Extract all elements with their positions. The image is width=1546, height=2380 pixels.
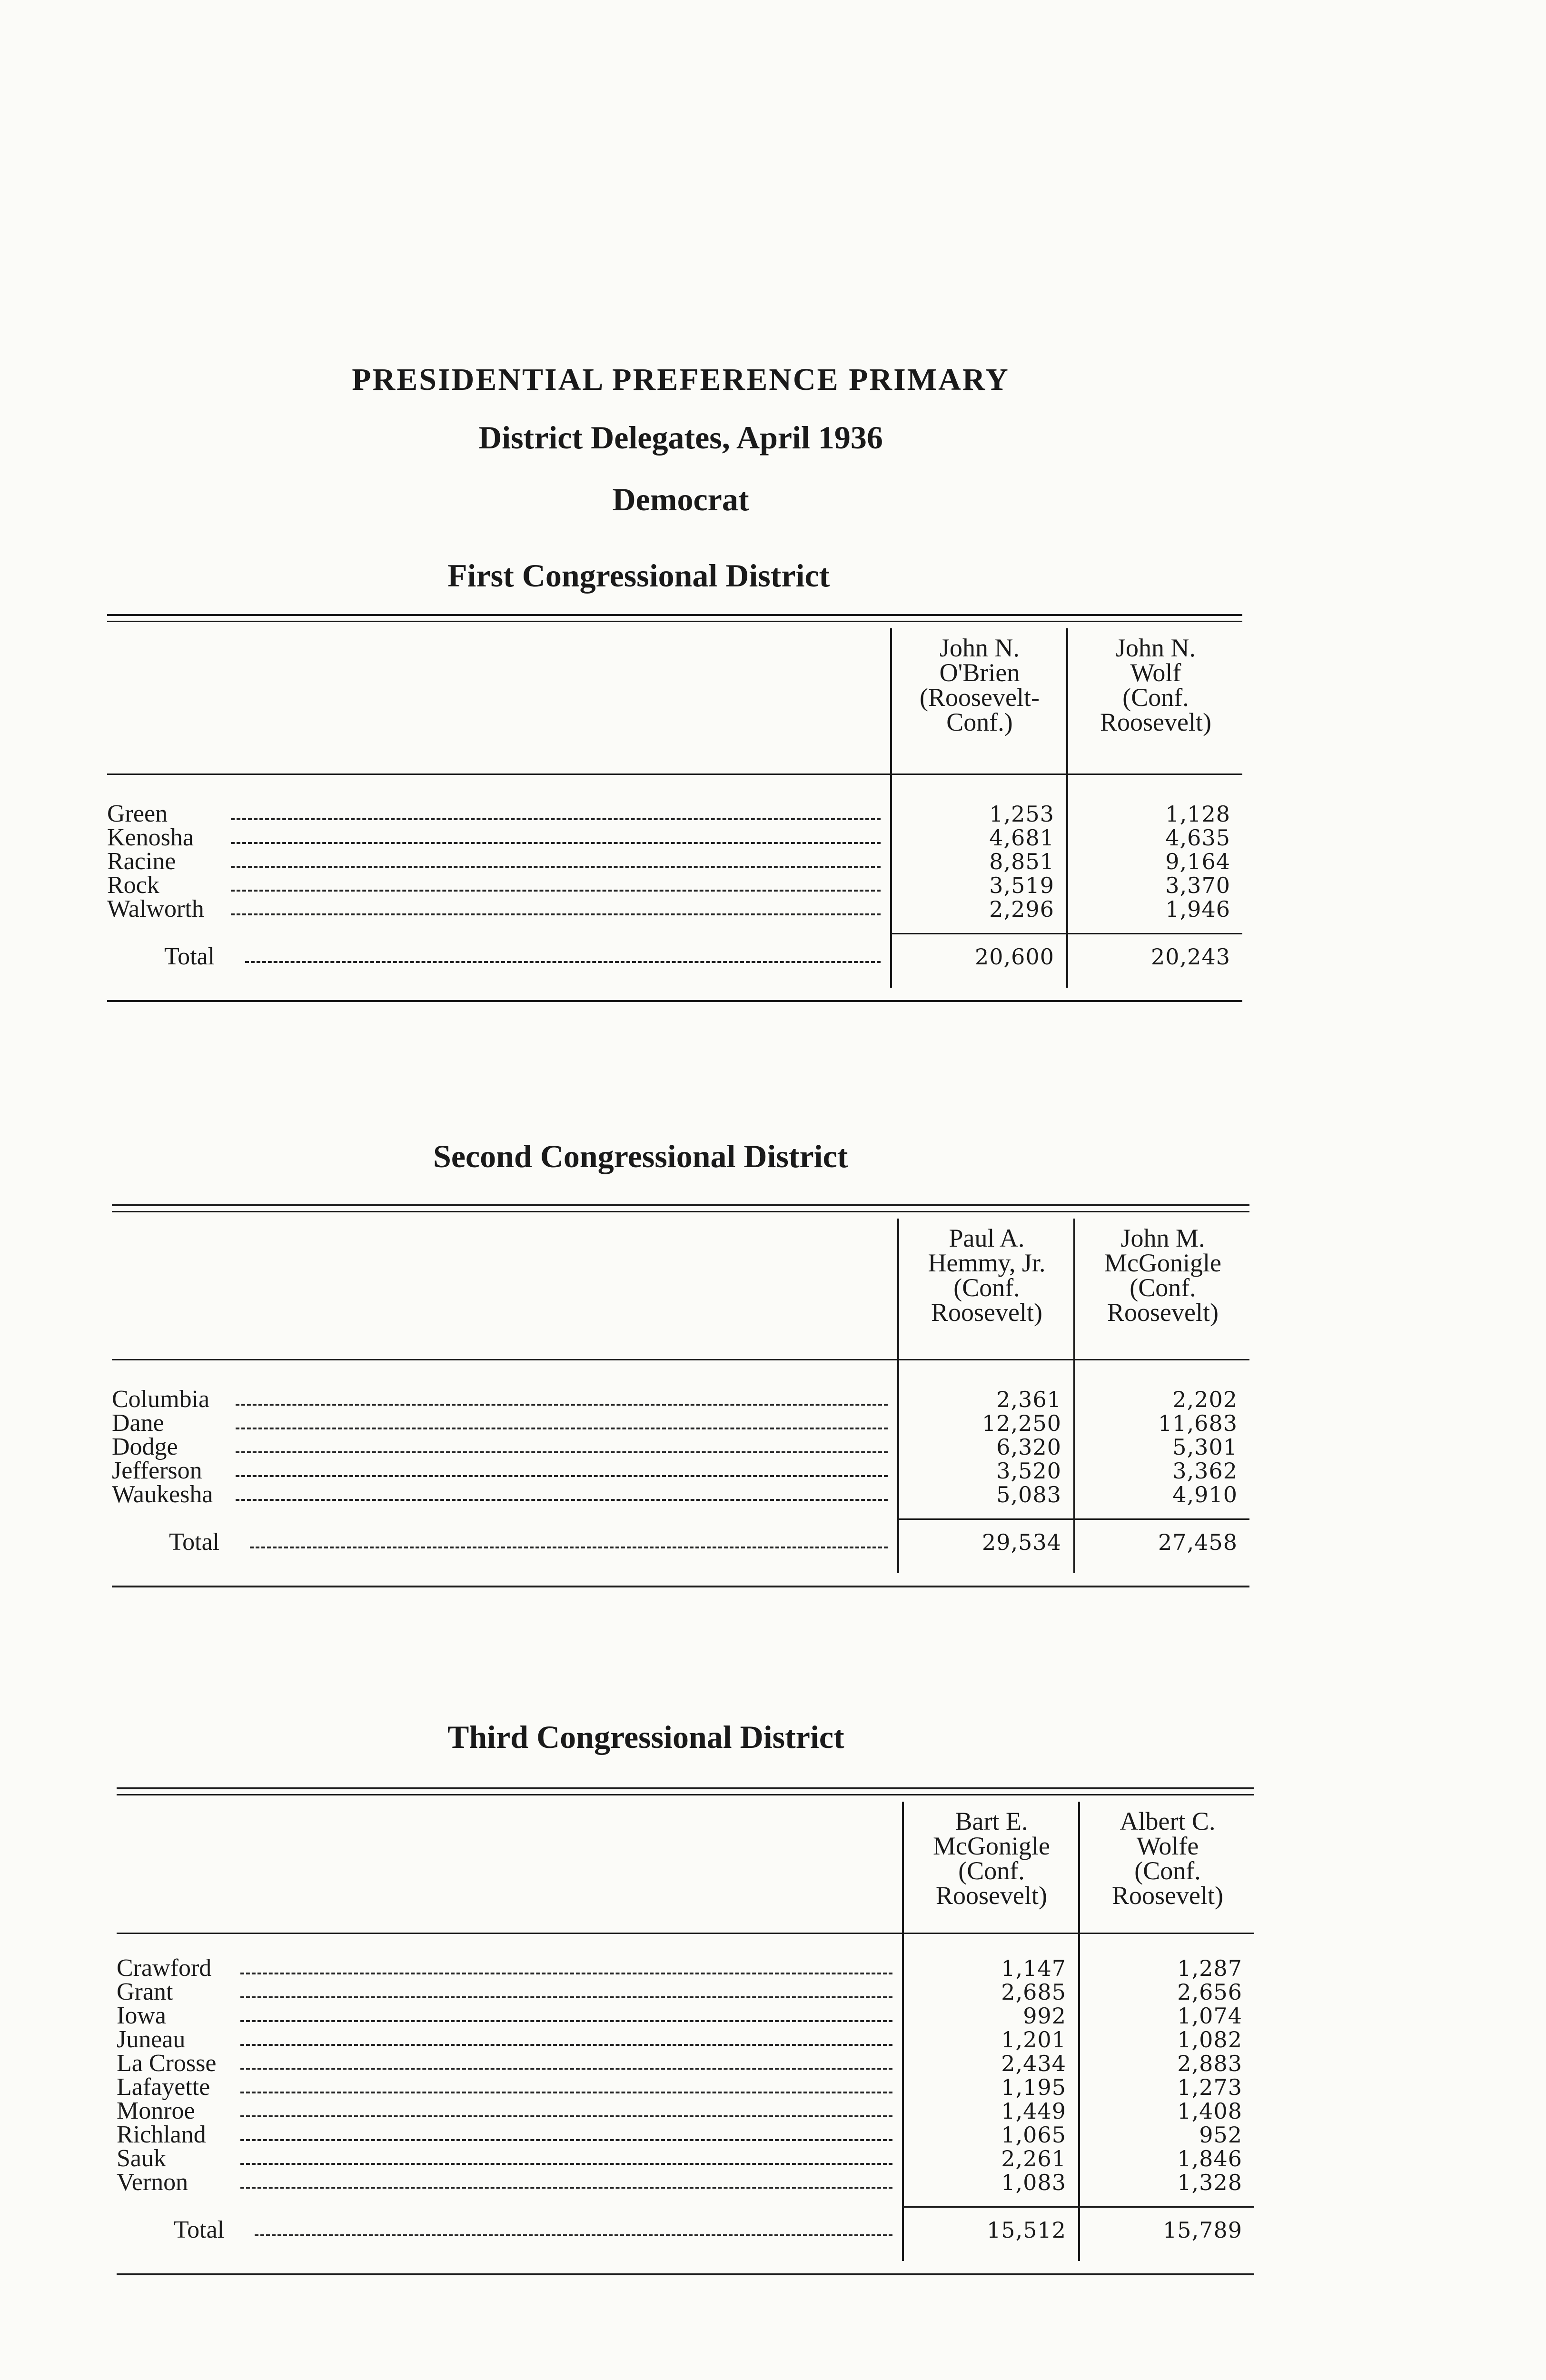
dot-leader	[245, 961, 881, 963]
total-row	[117, 2218, 1254, 2242]
vote-count: 1,946	[1165, 896, 1230, 922]
vote-count: 11,683	[1158, 1410, 1238, 1436]
district-table	[112, 1204, 1249, 1587]
subtotal-rule	[1068, 933, 1242, 934]
district-title: Second Congressional District	[433, 1138, 848, 1174]
candidate-header	[901, 1226, 1072, 1325]
total-row	[112, 1530, 1249, 1554]
vote-count: 3,520	[996, 1458, 1061, 1484]
dot-leader	[240, 2020, 892, 2022]
dot-leader	[236, 1404, 888, 1406]
table-row	[107, 897, 1242, 921]
table-top-rule	[112, 1204, 1249, 1206]
vote-count: 1,287	[1177, 1955, 1242, 1981]
subtotal-rule	[892, 933, 1066, 934]
county-name: Walworth	[107, 895, 204, 922]
candidate-header-line: Roosevelt)	[1100, 708, 1211, 736]
dot-leader	[240, 2092, 892, 2093]
vote-count: 8,851	[989, 849, 1054, 874]
vote-count: 9,164	[1165, 849, 1230, 874]
dot-leader	[240, 2163, 892, 2165]
county-name: Dodge	[112, 1433, 178, 1460]
vote-count: 15,512	[987, 2217, 1066, 2243]
subtotal-rule	[899, 1518, 1073, 1520]
county-name: Vernon	[117, 2169, 188, 2196]
subtotal-rule	[1075, 1518, 1249, 1520]
table-row	[117, 2075, 1254, 2099]
vote-count: 20,600	[975, 944, 1054, 970]
candidate-header-line: (Conf.	[1134, 1856, 1201, 1885]
page-subtitle: District Delegates, April 1936	[478, 419, 883, 456]
county-name: Monroe	[117, 2097, 195, 2124]
vote-count: 20,243	[1151, 944, 1230, 970]
table-row	[117, 1956, 1254, 1980]
vote-count: 29,534	[982, 1529, 1061, 1555]
vote-count: 1,201	[1001, 2027, 1066, 2053]
dot-leader	[255, 2234, 892, 2236]
table-row	[107, 802, 1242, 826]
vote-count: 12,250	[982, 1410, 1061, 1436]
table-row	[117, 2028, 1254, 2052]
dot-leader	[231, 913, 881, 915]
dot-leader	[231, 842, 881, 844]
dot-leader	[231, 818, 881, 820]
county-name: Racine	[107, 848, 176, 875]
table-row	[117, 2052, 1254, 2075]
table-row	[112, 1388, 1249, 1411]
candidate-header-line: Bart E.	[955, 1807, 1028, 1835]
vote-count: 2,685	[1001, 1979, 1066, 2005]
dot-leader	[231, 866, 881, 868]
candidate-header-line: (Conf.	[1130, 1273, 1196, 1302]
candidate-header	[1077, 1226, 1249, 1325]
county-name: Green	[107, 800, 168, 827]
vote-count: 1,195	[1001, 2074, 1066, 2100]
vote-count: 4,635	[1165, 825, 1230, 851]
table-top-rule	[117, 1794, 1254, 1795]
county-name: La Crosse	[117, 2050, 217, 2077]
dot-leader	[236, 1475, 888, 1477]
candidate-header-line: Roosevelt)	[931, 1298, 1042, 1327]
vote-count: 3,370	[1165, 873, 1230, 898]
vote-count: 15,789	[1163, 2217, 1242, 2243]
county-name: Rock	[107, 872, 159, 899]
county-name: Jefferson	[112, 1457, 202, 1484]
total-label: Total	[164, 943, 215, 970]
candidate-header-line: Hemmy, Jr.	[928, 1249, 1046, 1277]
county-name: Columbia	[112, 1386, 210, 1413]
table-bottom-rule	[107, 1000, 1242, 1002]
county-name: Iowa	[117, 2002, 166, 2029]
county-name: Sauk	[117, 2145, 166, 2172]
vote-count: 1,147	[1001, 1955, 1066, 1981]
vote-count: 3,519	[989, 873, 1054, 898]
district-table	[107, 614, 1242, 1002]
county-name: Grant	[117, 1978, 173, 2005]
dot-leader	[250, 1547, 888, 1548]
vote-count: 1,253	[989, 801, 1054, 827]
subtotal-rule	[904, 2206, 1078, 2208]
header-rule	[107, 774, 1242, 775]
candidate-header-line: O'Brien	[939, 658, 1020, 687]
county-name: Kenosha	[107, 824, 194, 851]
vote-count: 3,362	[1172, 1458, 1238, 1484]
dot-leader	[240, 1996, 892, 1998]
table-top-rule	[107, 614, 1242, 616]
county-name: Crawford	[117, 1954, 212, 1982]
table-row	[107, 873, 1242, 897]
table-row	[117, 2004, 1254, 2028]
vote-count: 6,320	[996, 1434, 1061, 1460]
vote-count: 1,328	[1177, 2170, 1242, 2195]
dot-leader	[240, 2044, 892, 2046]
vote-count: 4,910	[1172, 1482, 1238, 1507]
dot-leader	[236, 1428, 888, 1429]
candidate-header	[906, 1809, 1077, 1908]
vote-count: 5,083	[996, 1482, 1061, 1507]
vote-count: 1,846	[1177, 2146, 1242, 2172]
candidate-header-line: (Roosevelt-	[920, 683, 1040, 712]
district-title: Third Congressional District	[447, 1719, 844, 1755]
district-table	[117, 1787, 1254, 2275]
candidate-header-line: John N.	[1115, 634, 1196, 662]
party-heading: Democrat	[612, 481, 749, 517]
table-row	[107, 850, 1242, 873]
table-row	[107, 826, 1242, 850]
table-row	[112, 1435, 1249, 1459]
vote-count: 992	[1023, 2003, 1066, 2029]
vote-count: 2,202	[1172, 1387, 1238, 1412]
vote-count: 1,408	[1177, 2098, 1242, 2124]
table-row	[117, 1980, 1254, 2004]
candidate-header-line: Wolfe	[1136, 1832, 1199, 1860]
dot-leader	[236, 1499, 888, 1501]
header-rule	[117, 1933, 1254, 1934]
county-name: Dane	[112, 1409, 164, 1437]
table-row	[112, 1459, 1249, 1483]
vote-count: 2,883	[1177, 2051, 1242, 2076]
candidate-header-line: Roosevelt)	[936, 1881, 1047, 1910]
district-title: First Congressional District	[447, 557, 830, 594]
dot-leader	[236, 1451, 888, 1453]
vote-count: 952	[1199, 2122, 1242, 2148]
vote-count: 5,301	[1172, 1434, 1238, 1460]
vote-count: 2,434	[1001, 2051, 1066, 2076]
vote-count: 27,458	[1158, 1529, 1238, 1555]
candidate-header	[1082, 1809, 1253, 1908]
header-rule	[112, 1359, 1249, 1360]
dot-leader	[240, 1973, 892, 1974]
table-top-rule	[112, 1211, 1249, 1212]
vote-count: 1,074	[1177, 2003, 1242, 2029]
total-row	[107, 945, 1242, 969]
vote-count: 1,083	[1001, 2170, 1066, 2195]
candidate-header-line: John M.	[1120, 1224, 1205, 1252]
table-row	[117, 2171, 1254, 2194]
candidate-header-line: Conf.)	[946, 708, 1013, 736]
dot-leader	[240, 2068, 892, 2070]
candidate-header-line: Roosevelt)	[1112, 1881, 1223, 1910]
vote-count: 2,361	[996, 1387, 1061, 1412]
vote-count: 1,128	[1165, 801, 1230, 827]
total-label: Total	[169, 1528, 220, 1556]
candidate-header	[894, 635, 1065, 734]
county-name: Richland	[117, 2121, 206, 2148]
dot-leader	[240, 2115, 892, 2117]
table-row	[117, 2123, 1254, 2147]
candidate-header-line: McGonigle	[1104, 1249, 1221, 1277]
table-top-rule	[107, 621, 1242, 622]
county-name: Waukesha	[112, 1481, 213, 1508]
candidate-header-line: Paul A.	[949, 1224, 1025, 1252]
table-row	[112, 1483, 1249, 1507]
candidate-header	[1070, 635, 1241, 734]
page-title: PRESIDENTIAL PREFERENCE PRIMARY	[352, 362, 1010, 397]
vote-count: 1,065	[1001, 2122, 1066, 2148]
table-top-rule	[117, 1787, 1254, 1789]
candidate-header-line: (Conf.	[958, 1856, 1025, 1885]
candidate-header-line: Albert C.	[1120, 1807, 1216, 1835]
subtotal-rule	[1080, 2206, 1254, 2208]
table-row	[117, 2099, 1254, 2123]
candidate-header-line: Wolf	[1130, 658, 1181, 687]
candidate-header-line: McGonigle	[933, 1832, 1050, 1860]
vote-count: 1,082	[1177, 2027, 1242, 2053]
candidate-header-line: (Conf.	[953, 1273, 1020, 1302]
county-name: Lafayette	[117, 2073, 210, 2101]
total-label: Total	[174, 2216, 225, 2243]
dot-leader	[240, 2139, 892, 2141]
table-bottom-rule	[112, 1586, 1249, 1587]
vote-count: 1,449	[1001, 2098, 1066, 2124]
vote-count: 2,296	[989, 896, 1054, 922]
dot-leader	[240, 2187, 892, 2189]
vote-count: 2,656	[1177, 1979, 1242, 2005]
candidate-header-line: John N.	[939, 634, 1020, 662]
table-row	[112, 1411, 1249, 1435]
candidate-header-line: Roosevelt)	[1107, 1298, 1219, 1327]
table-row	[117, 2147, 1254, 2171]
vote-count: 2,261	[1001, 2146, 1066, 2172]
county-name: Juneau	[117, 2026, 186, 2053]
dot-leader	[231, 890, 881, 892]
vote-count: 1,273	[1177, 2074, 1242, 2100]
table-bottom-rule	[117, 2273, 1254, 2275]
candidate-header-line: (Conf.	[1122, 683, 1189, 712]
vote-count: 4,681	[989, 825, 1054, 851]
